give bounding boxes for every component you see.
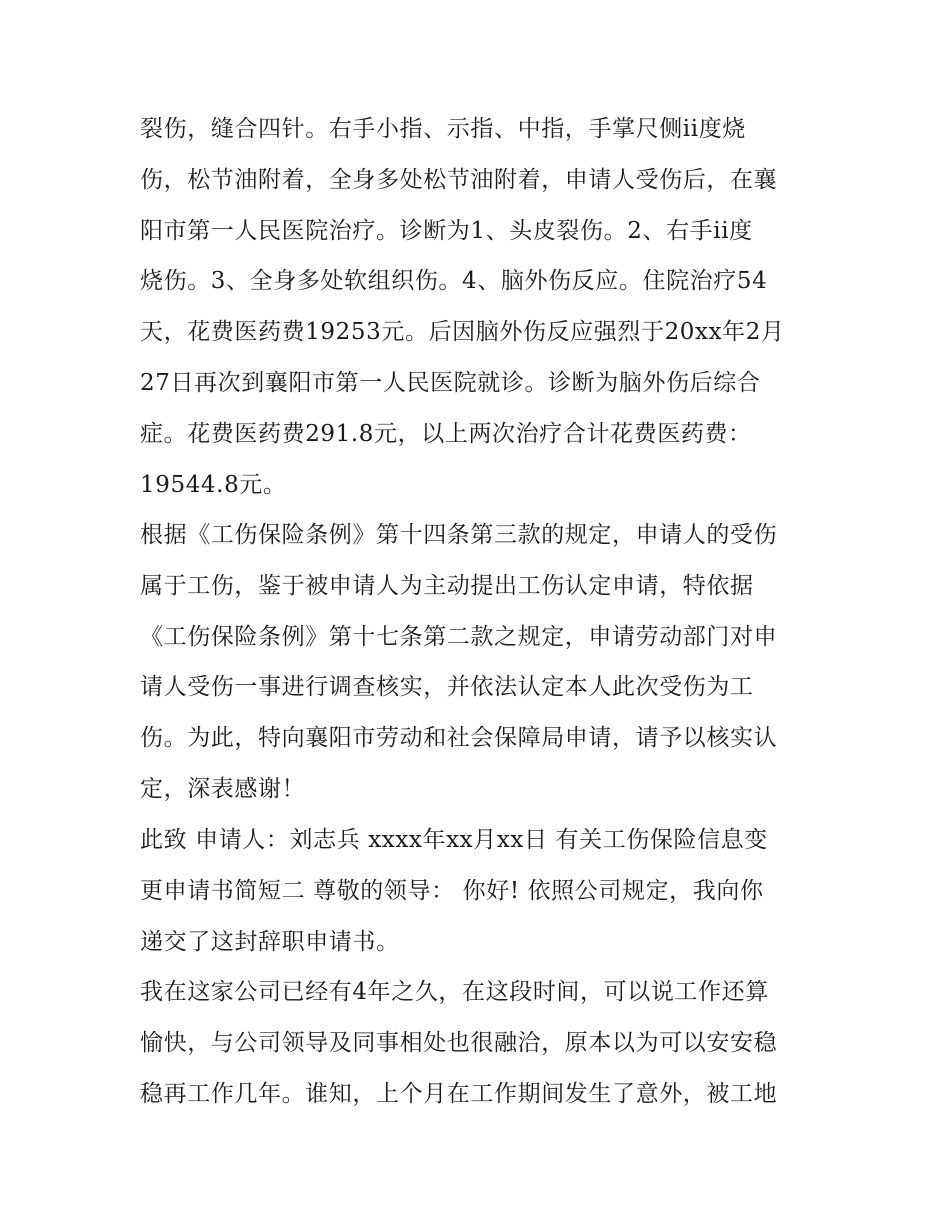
- paragraph-resignation-body: [140, 967, 812, 1119]
- text-line: 症。花费医药费291.8元，以上两次治疗合计花费医药费：: [140, 420, 752, 447]
- text-line: 递交了这封辞职申请书。: [140, 928, 400, 955]
- text-line: 天，花费医药费19253元。后因脑外伤反应强烈于20xx年2月: [140, 319, 785, 346]
- text-line: 19544.8元。: [140, 471, 287, 498]
- text-line: 愉快，与公司领导及同事相处也很融洽，原本以为可以安安稳: [140, 1029, 778, 1056]
- text-line: 请人受伤一事进行调查核实，并依法认定本人此次受伤为工: [140, 674, 754, 701]
- text-line: 根据《工伤保险条例》第十四条第三款的规定，申请人的受伤: [140, 522, 778, 548]
- text-line: 稳再工作几年。谁知，上个月在工作期间发生了意外，被工地: [140, 1080, 778, 1107]
- text-line: 定，深表感谢！: [140, 775, 306, 802]
- text-line: 阳市第一人民医院治疗。诊断为1、头皮裂伤。2、右手ii度: [140, 217, 753, 244]
- paragraph-legal-basis: [140, 510, 812, 815]
- text-line: 《工伤保险条例》第十七条第二款之规定，申请劳动部门对申: [140, 623, 778, 650]
- text-line: 我在这家公司已经有4年之久，在这段时间，可以说工作还算: [140, 979, 769, 1005]
- text-line: 裂伤，缝合四针。右手小指、示指、中指，手掌尺侧ii度烧: [140, 116, 746, 142]
- text-line: 属于工伤，鉴于被申请人为主动提出工伤认定申请，特依据: [140, 572, 754, 599]
- paragraph-injury-treatment: [140, 104, 812, 510]
- text-line: 更申请书简短二 尊敬的领导： 你好! 依照公司规定，我向你: [140, 877, 764, 904]
- text-line: 27日再次到襄阳市第一人民医院就诊。诊断为脑外伤后综合: [140, 369, 761, 396]
- text-line: 此致 申请人：刘志兵 xxxx年xx月xx日 有关工伤保险信息变: [140, 827, 768, 853]
- text-line: 伤。为此，特向襄阳市劳动和社会保障局申请，请予以核实认: [140, 725, 778, 752]
- text-line: 伤，松节油附着，全身多处松节油附着，申请人受伤后，在襄: [140, 166, 778, 193]
- text-line: 烧伤。3、全身多处软组织伤。4、脑外伤反应。住院治疗54: [140, 268, 768, 295]
- paragraph-closing-and-heading: [140, 815, 812, 967]
